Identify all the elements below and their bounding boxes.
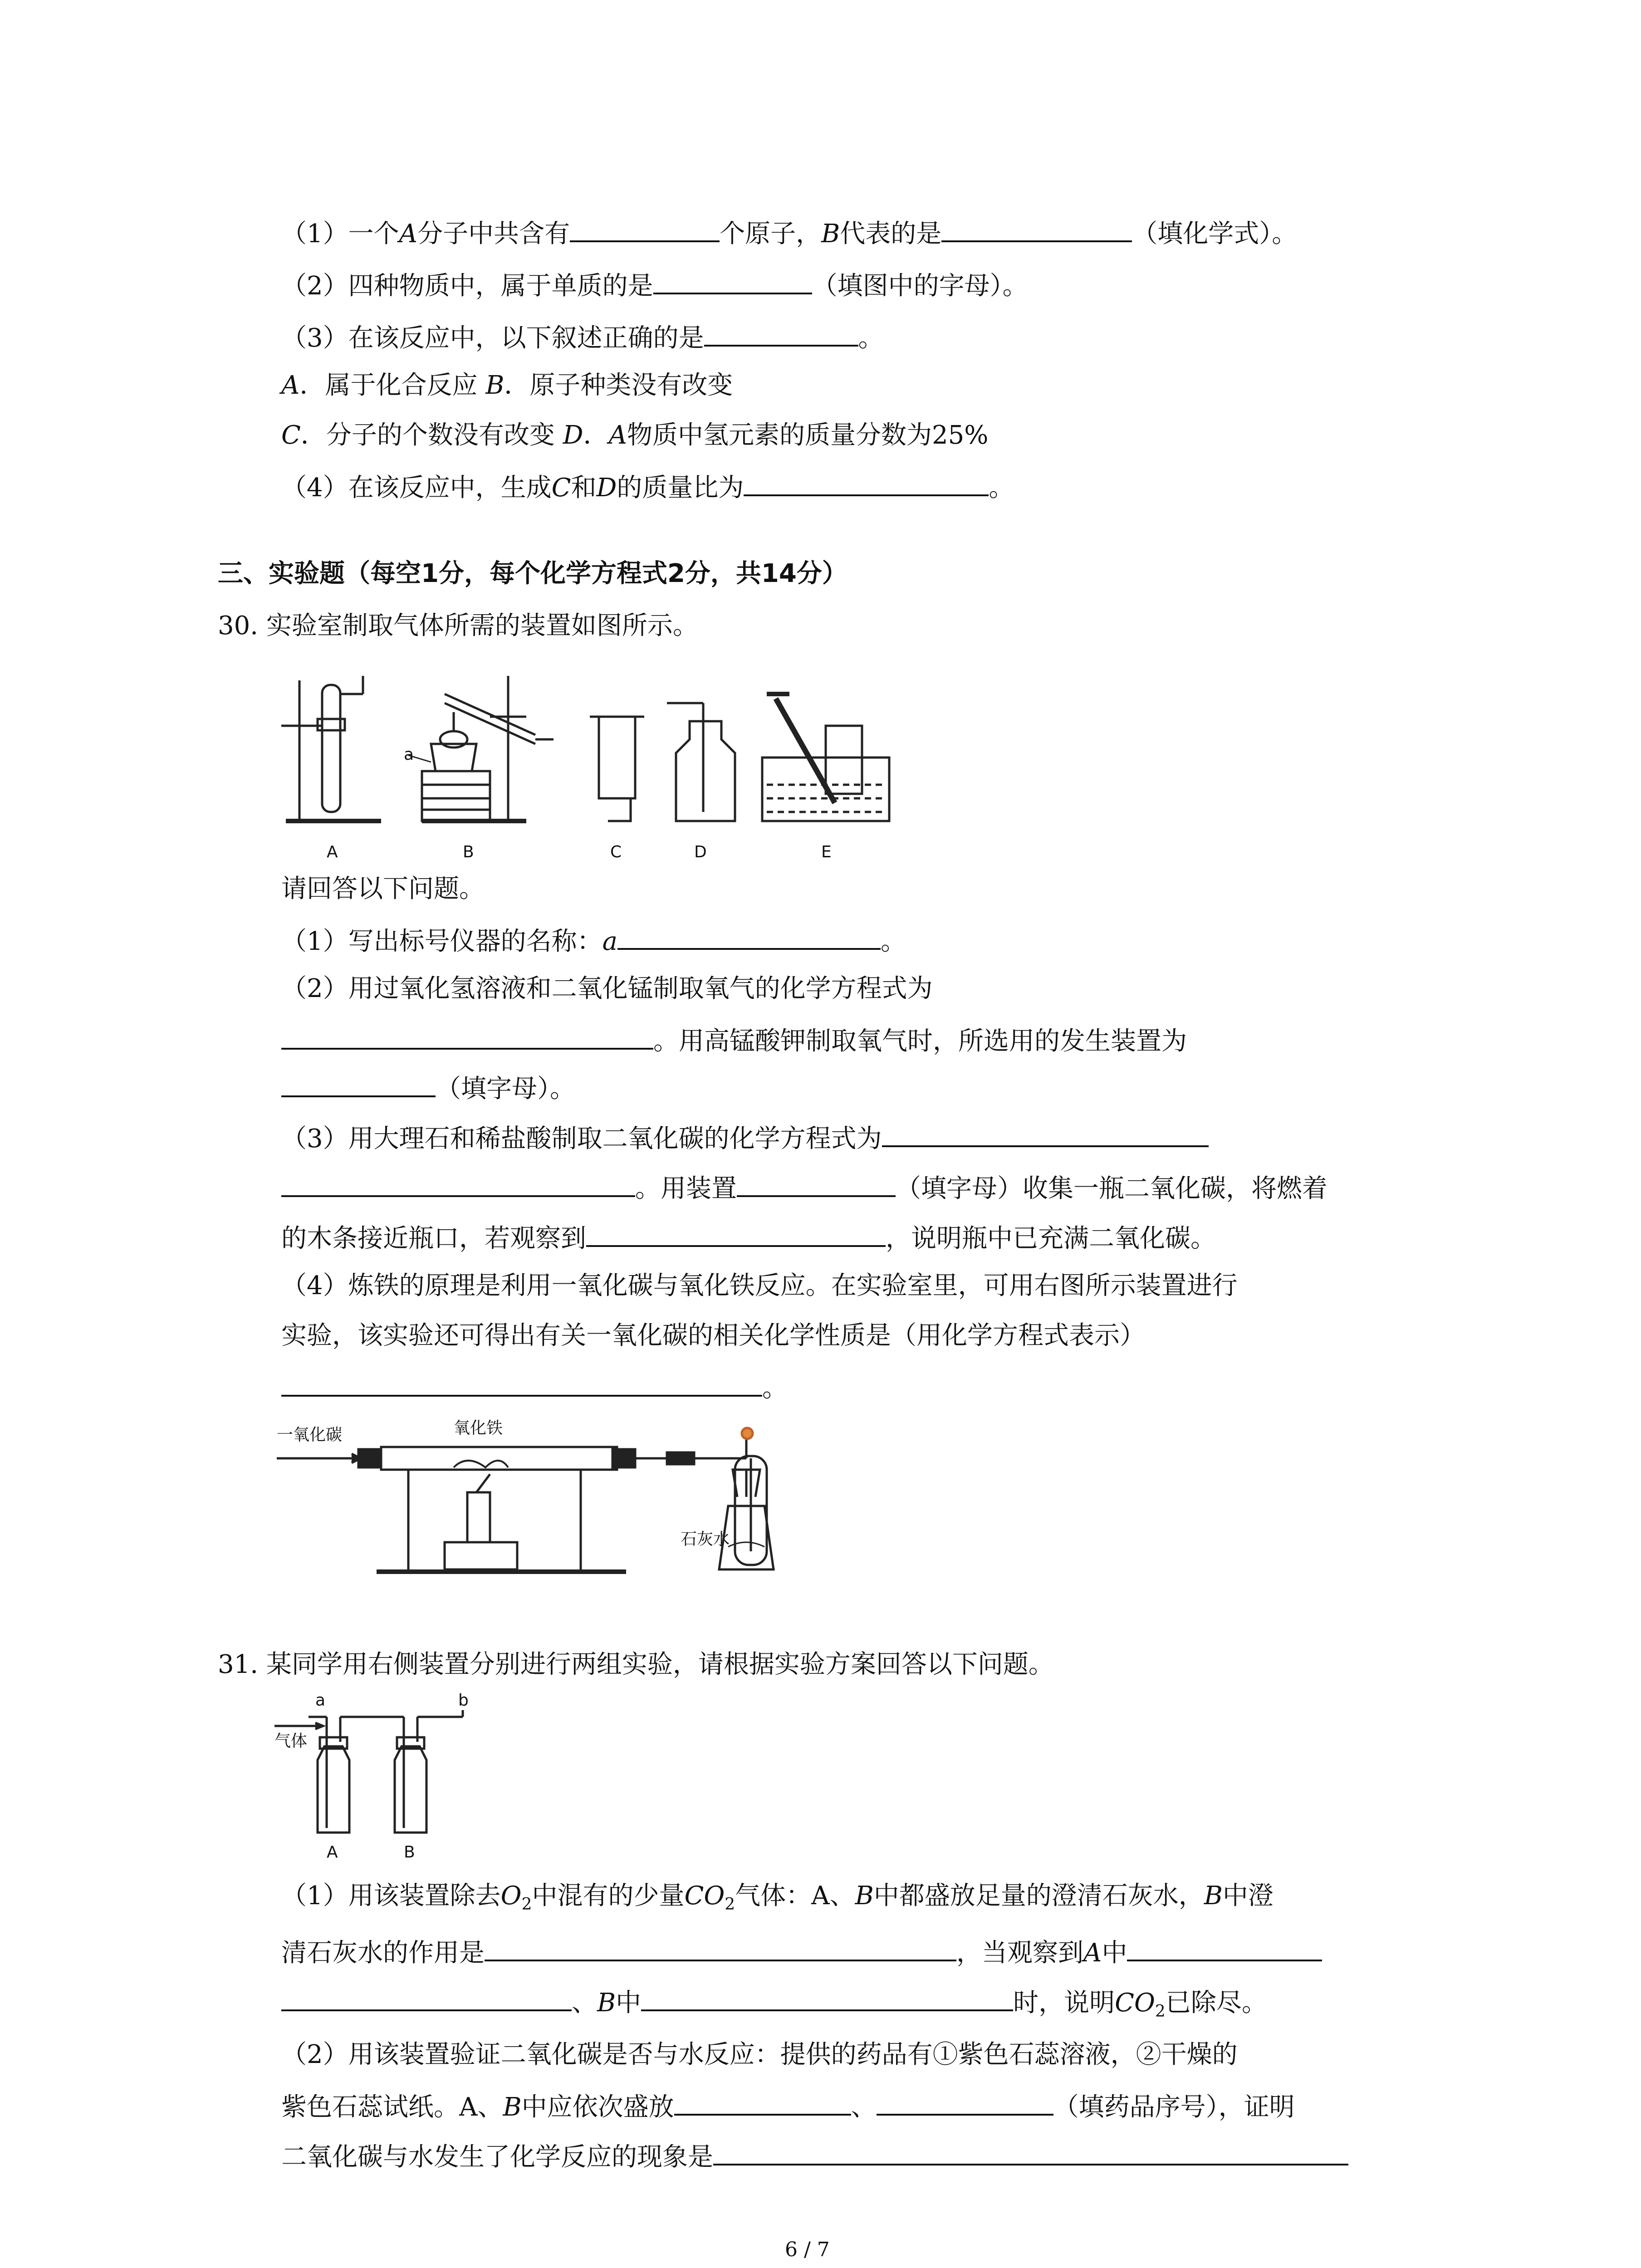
label-a: a <box>404 745 414 764</box>
q30-sub3-line2: 。用装置 （填字母）收集一瓶二氧化碳，将燃着 <box>281 1168 1327 1207</box>
svg-text:B: B <box>463 843 474 861</box>
apparatus-b <box>408 676 554 821</box>
label-a: a <box>315 1692 326 1710</box>
q30-prompt: 请回答以下问题。 <box>281 874 485 904</box>
answer-blank[interactable] <box>1127 1932 1322 1961</box>
answer-blank[interactable] <box>281 1021 653 1050</box>
answer-blank[interactable] <box>941 213 1132 242</box>
label-fe2o3: 氧化铁 <box>454 1419 503 1437</box>
answer-blank[interactable] <box>877 2087 1053 2116</box>
q30-sub1: （1）写出标号仪器的名称：a 。 <box>281 921 906 960</box>
label-b: b <box>458 1692 469 1710</box>
q31-stem: 31. 某同学用右侧装置分别进行两组实验，请根据实验方案回答以下问题。 <box>218 1650 1054 1679</box>
q29-sub1: （1）一个A分子中共含有 个原子，B代表的是 （填化学式）。 <box>281 213 1297 252</box>
answer-blank[interactable] <box>737 1168 896 1197</box>
q30-sub2-line1: （2）用过氧化氢溶液和二氧化锰制取氧气的化学方程式为 <box>281 974 933 1003</box>
q31-sub1-line1: （1）用该装置除去$O_2$中混有的少量$CO_2$气体：A、B中都盛放足量的澄清石灰水，B中澄 <box>281 1881 1274 1914</box>
answer-blank[interactable] <box>617 921 881 950</box>
svg-text:A: A <box>327 843 338 861</box>
apparatus-a <box>281 676 381 821</box>
apparatus-e <box>762 694 889 821</box>
q29-options-cd: C．分子的个数没有改变 D．A物质中氢元素的质量分数为25% <box>281 420 989 450</box>
q30-sub4-line1: （4）炼铁的原理是利用一氧化碳与氧化铁反应。在实验室里，可用右图所示装置进行 <box>281 1271 1238 1300</box>
apparatus-d <box>667 703 735 821</box>
answer-blank[interactable] <box>674 2087 851 2116</box>
q30-sub3-line3: 的木条接近瓶口，若观察到 ，说明瓶中已充满二氧化碳。 <box>281 1218 1216 1257</box>
q29-options-ab: A．属于化合反应 B．原子种类没有改变 <box>281 371 733 400</box>
q29-sub3: （3）在该反应中，以下叙述正确的是 。 <box>281 318 884 357</box>
washing-bottles-figure <box>272 1692 499 1864</box>
q30-stem: 30. 实验室制取气体所需的装置如图所示。 <box>218 611 698 640</box>
apparatus-c <box>590 717 644 821</box>
q29-sub2: （2）四种物质中，属于单质的是 （填图中的字母）。 <box>281 265 1028 304</box>
answer-blank[interactable] <box>281 1368 762 1397</box>
label-limewater: 石灰水 <box>681 1530 730 1549</box>
apparatus-figure <box>272 667 930 866</box>
answer-blank[interactable] <box>704 318 858 347</box>
q31-sub2-line1: （2）用该装置验证二氧化碳是否与水反应：提供的药品有①紫色石蕊溶液，②干燥的 <box>281 2040 1238 2069</box>
answer-blank[interactable] <box>713 2136 1348 2165</box>
q30-sub3-line1: （3）用大理石和稀盐酸制取二氧化碳的化学方程式为 <box>281 1118 1209 1157</box>
label-co: 一氧化碳 <box>277 1426 343 1444</box>
q31-sub2-line3: 二氧化碳与水发生了化学反应的现象是 <box>281 2136 1348 2175</box>
alcohol-lamp-figure <box>696 1415 805 1579</box>
q30-sub4-line2: 实验，该实验还可得出有关一氧化碳的相关化学性质是（用化学方程式表示） <box>281 1321 1145 1350</box>
answer-blank[interactable] <box>882 1118 1209 1147</box>
q29-sub4: （4）在该反应中，生成C和D的质量比为 。 <box>281 467 1014 506</box>
answer-blank[interactable] <box>653 265 812 294</box>
svg-text:E: E <box>821 843 832 861</box>
q31-sub1-line2: 清石灰水的作用是 ，当观察到A中 <box>281 1932 1322 1971</box>
answer-blank[interactable] <box>281 1168 635 1197</box>
svg-text:D: D <box>694 843 707 861</box>
q31-sub2-line2: 紫色石蕊试纸。A、B中应依次盛放 、 （填药品序号），证明 <box>281 2087 1295 2126</box>
section-heading: 三、实验题（每空1分，每个化学方程式2分，共14分） <box>218 559 847 588</box>
answer-blank[interactable] <box>744 467 989 496</box>
q30-sub2-line2: 。用高锰酸钾制取氧气时，所选用的发生装置为 <box>281 1021 1187 1060</box>
svg-text:A: A <box>327 1843 338 1862</box>
svg-text:B: B <box>404 1843 415 1862</box>
answer-blank[interactable] <box>281 1068 436 1097</box>
answer-blank[interactable] <box>641 1982 1013 2011</box>
q30-sub4-line3: 。 <box>281 1368 788 1407</box>
label-gas: 气体 <box>274 1732 308 1750</box>
q30-sub2-line3: （填字母）。 <box>281 1068 575 1107</box>
answer-blank[interactable] <box>485 1932 956 1961</box>
page-number: 6 / 7 <box>785 2238 830 2261</box>
answer-blank[interactable] <box>281 1982 572 2011</box>
q31-sub1-line3: 、B中 时，说明$CO_2$已除尽。 <box>281 1982 1267 2030</box>
svg-text:C: C <box>610 843 622 861</box>
answer-blank[interactable] <box>586 1218 886 1247</box>
answer-blank[interactable] <box>570 213 720 242</box>
